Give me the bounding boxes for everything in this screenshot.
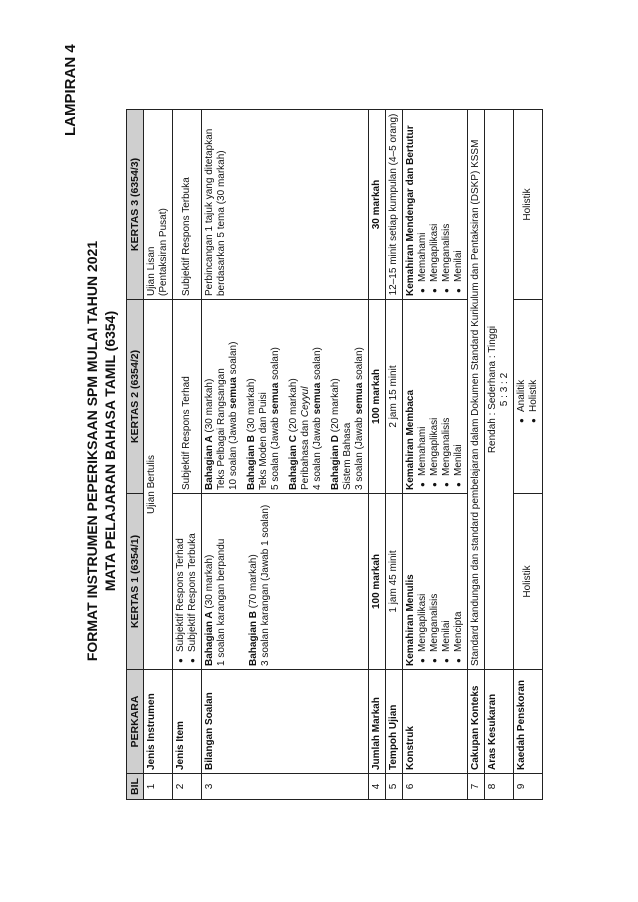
row-label: Cakupan Konteks (468, 670, 485, 774)
row-number: 1 (144, 774, 173, 800)
list-item: ● Mengaplikasi (417, 497, 429, 652)
row-label: Kaedah Penskoran (514, 670, 543, 774)
list-item: ● Menganalisis (441, 113, 453, 282)
cell-konstruk-k1 (403, 494, 468, 670)
cell-jumlah-markah-k2: 100 markah (369, 300, 386, 494)
table-row (386, 110, 403, 800)
construct-heading: Kemahiran Mendengar dan Bertutur (405, 125, 416, 296)
emphasis-text: semua (312, 382, 323, 415)
emphasis-text: semua (354, 382, 365, 415)
cell-text: berdasarkan 5 tema (30 markah) (216, 150, 227, 296)
row-number: 7 (468, 774, 485, 800)
list-item: ● Analitik (516, 303, 528, 412)
cell-text: soalan) (354, 347, 365, 383)
list-item: ● Mengaplikasi (429, 303, 441, 476)
row-number: 2 (173, 774, 202, 800)
list-item: ● Menilai (453, 303, 465, 476)
header-perkara: PERKARA (127, 670, 144, 774)
table-row (202, 110, 369, 800)
cell-text: 1 soalan karangan berpandu (216, 538, 227, 666)
cell-text: Peribahasa dan (300, 417, 311, 490)
section-marks: (30 markah) (204, 554, 215, 612)
list-item: ● Menilai (441, 497, 453, 652)
cell-text: soalan) (228, 341, 239, 378)
header-kertas3: KERTAS 3 (6354/3) (127, 110, 144, 300)
section-a (204, 497, 228, 666)
section-a (204, 303, 240, 490)
row-number: 8 (485, 774, 514, 800)
cell-text: 5 : 3 : 2 (499, 372, 510, 407)
row-number: 9 (514, 774, 543, 800)
list-item: ● Memahami (417, 113, 429, 282)
cell-text: 10 soalan (Jawab (228, 408, 239, 490)
cell-konstruk-k3 (403, 110, 468, 300)
cell-text: Teks Pelbagai Rangsangan (216, 368, 227, 490)
row-label: Jenis Instrumen (144, 670, 173, 774)
cell-text: soalan) (270, 347, 281, 383)
cell-jenis-instrumen-k3 (144, 110, 173, 300)
list-item: ● Mengaplikasi (429, 113, 441, 282)
cell-tempoh-ujian-k1: 1 jam 45 minit (386, 494, 403, 670)
section-heading: Bahagian B (246, 434, 257, 490)
cell-text: Teks Moden dan Puisi (258, 392, 269, 490)
cell-jumlah-markah-k1: 100 markah (369, 494, 386, 670)
emphasis-text: semua (228, 377, 239, 409)
row-label: Tempoh Ujian (386, 670, 403, 774)
header-kertas2: KERTAS 2 (6354/2) (127, 300, 144, 494)
cell-tempoh-ujian-k3: 12–15 minit setiap kumpulan (4–5 orang) (386, 110, 403, 300)
header-row (127, 110, 144, 800)
document-subtitle: MATA PELAJARAN BAHASA TAMIL (6354) (102, 310, 118, 592)
cell-text: Rendah : Sederhana : Tinggi (487, 325, 498, 454)
cell-text: 5 soalan (Jawab (270, 414, 281, 490)
section-heading: Bahagian C (288, 434, 299, 490)
cell-bilangan-soalan-k1 (202, 494, 369, 670)
lampiran-label: LAMPIRAN 4 (62, 44, 79, 136)
section-heading: Bahagian B (248, 610, 259, 666)
section-heading: Bahagian D (330, 434, 341, 490)
construct-heading: Kemahiran Menulis (405, 574, 416, 666)
cell-aras-kesukaran (485, 110, 514, 670)
list-item: ● Mencipta (453, 497, 465, 652)
section-marks: (20 markah) (288, 378, 299, 435)
cell-jenis-instrumen-k12: Ujian Bertulis (144, 300, 173, 670)
table-row (468, 110, 485, 800)
section-c (288, 303, 324, 490)
cell-jenis-item-k3: Subjektif Respons Terbuka (173, 110, 202, 300)
section-d (330, 303, 366, 490)
cell-text: 4 soalan (Jawab (312, 414, 323, 490)
row-label: Aras Kesukaran (485, 670, 514, 774)
cell-jenis-item-k2: Subjektif Respons Terhad (173, 300, 202, 494)
section-heading: Bahagian A (204, 611, 215, 666)
cell-text: soalan) (312, 347, 323, 383)
section-marks: (30 markah) (246, 378, 257, 435)
italic-text: Ceyyul (300, 386, 311, 418)
list-item: ● Memahami (417, 303, 429, 476)
row-number: 3 (202, 774, 369, 800)
table-row (514, 110, 543, 800)
cell-text: Ujian Lisan (146, 246, 157, 296)
row-label: Bilangan Soalan (202, 670, 369, 774)
construct-heading: Kemahiran Membaca (405, 389, 416, 490)
cell-tempoh-ujian-k2: 2 jam 15 minit (386, 300, 403, 494)
header-bil: BIL (127, 774, 144, 800)
table-row (485, 110, 514, 800)
cell-text: 3 soalan karangan (Jawab 1 soalan) (260, 504, 271, 666)
section-b (248, 497, 272, 666)
row-label: Jenis Item (173, 670, 202, 774)
header-kertas1: KERTAS 1 (6354/1) (127, 494, 144, 670)
table-row (173, 110, 202, 800)
section-marks: (30 markah) (204, 378, 215, 436)
cell-bilangan-soalan-k3 (202, 110, 369, 300)
list-item: ● Holistik (528, 303, 540, 412)
table-row (369, 110, 386, 800)
list-item: ● Menganalisis (429, 497, 441, 652)
cell-text: (Pentaksiran Pusat) (158, 208, 169, 296)
list-item: ● Menganalisis (441, 303, 453, 476)
row-label: Konstruk (403, 670, 468, 774)
cell-text: Sistem Bahasa (342, 422, 353, 490)
row-number: 4 (369, 774, 386, 800)
cell-kaedah-penskoran-k3: Holistik (514, 110, 543, 300)
cell-text: Perbincangan 1 tajuk yang ditetapkan (204, 128, 215, 296)
list-item: ● Menilai (453, 113, 465, 282)
cell-kaedah-penskoran-k1: Holistik (514, 494, 543, 670)
list-item: ● Subjektif Respons Terbuka (187, 497, 199, 652)
cell-text: 3 soalan (Jawab (354, 414, 365, 490)
row-number: 6 (403, 774, 468, 800)
cell-kaedah-penskoran-k2 (514, 300, 543, 494)
document-title: FORMAT INSTRUMEN PEPERIKSAAN SPM MULAI TAHUN 2021 (84, 240, 100, 662)
section-marks: (70 markah) (248, 554, 259, 611)
section-marks: (20 markah) (330, 378, 341, 435)
row-label: Jumlah Markah (369, 670, 386, 774)
cell-cakupan-konteks: Standard kandungan dan standard pembelajaran dalam Dokumen Standard Kurikulum dan Pentaksiran (DSKP) KSSM (468, 110, 485, 670)
row-number: 5 (386, 774, 403, 800)
cell-bilangan-soalan-k2 (202, 300, 369, 494)
cell-jumlah-markah-k3: 30 markah (369, 110, 386, 300)
table-row (403, 110, 468, 800)
emphasis-text: semua (270, 382, 281, 415)
cell-jenis-item-k1 (173, 494, 202, 670)
section-heading: Bahagian A (204, 435, 215, 490)
format-table (126, 109, 543, 800)
list-item: ● Subjektif Respons Terhad (175, 497, 187, 652)
cell-konstruk-k2 (403, 300, 468, 494)
table-row (144, 110, 173, 800)
section-b (246, 303, 282, 490)
